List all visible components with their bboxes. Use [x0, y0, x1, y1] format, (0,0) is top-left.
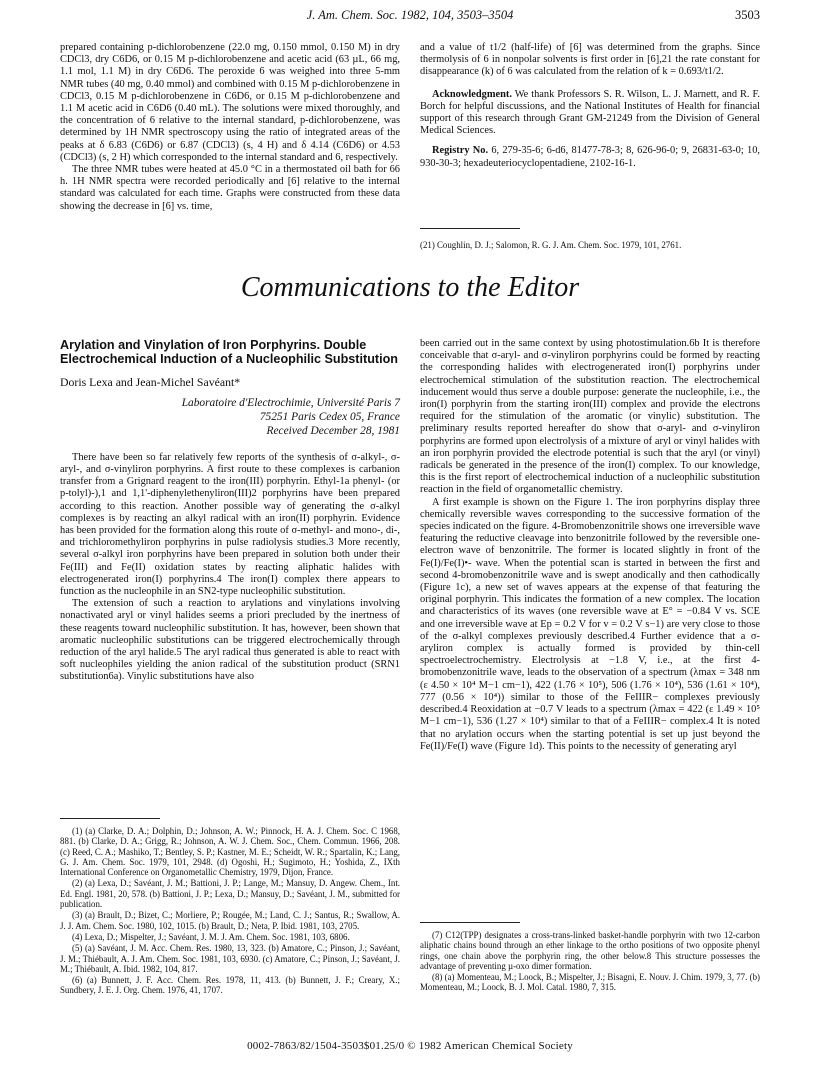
body-paragraph: A first example is shown on the Figure 1. The iron porphyrins display three chemically reversible waves corresponding to the successive formation of the species indicated on the figure. 4-Bromobenzonitrile shows one irreversible wave featuring the reductive cleavage into benzonitrile followed by the reversible one-electron wave of benzonitrile. The former is located slightly in front of the Fe(I)/Fe(I)•- wave. When the potential scan is started in between the first and second 4-bromobenzonitrile wave and is swept anodically and then cathodically (Figure 1c), a new set of waves appears at the expense of that featuring the original porphyrin. This indicates the formation of a new complex. The location and characteristics of its waves (one reversible wave at E° = −0.84 V vs. SCE and one irreversible wave at Ep = 0.2 V for v = 0.2 V s−1) are very close to those of the σ-alkyl complexes previously described.4 Further evidence that a σ-aryliron complex is actually formed is provided by thin-cell spectroelectrochemistry. Electrolysis at −1.8 V, i.e., at the first 4-bromobenzonitrile wave, leads to the observation of a spectrum (λmax = 348 nm (ε 4.50 × 10⁴ M−1 cm−1), 422 (1.76 × 10⁵), 506 (1.76 × 10⁴), 536 (1.61 × 10⁴), 777 (0.56 × 10⁴)) similar to those of the FeIIIR− complexes previously described.4 Reoxidation at −0.7 V leads to a spectrum (λmax = 422 (ε 1.49 × 10⁵ M−1 cm−1), 536 (1.27 × 10⁴) similar to that of a FeIIIR− complex.4 It is noted that no arylation occurs when the starting potential is set up just beyond the Fe(II)/Fe(I) wave (Figure 1d). This points to the necessity of generating aryl: [420, 496, 760, 752]
footnote: (6) (a) Bunnett, J. F. Acc. Chem. Res. 1978, 11, 413. (b) Bunnett, J. F.; Creary, X.; Sundbery, J. E. J. Org. Chem. 1976, 41, 1707.: [60, 975, 400, 996]
registry-label: Registry No.: [432, 145, 489, 157]
received-date: Received December 28, 1981: [266, 424, 400, 437]
previous-article-left-column: [60, 42, 400, 213]
journal-citation: J. Am. Chem. Soc. 1982, 104, 3503–3504: [306, 8, 514, 22]
body-paragraph: There have been so far relatively few reports of the synthesis of σ-alkyl-, σ-aryl-, and σ-vinyliron porphyrins. A first route to these complexes is carbanion transfer from a Grignard reagent to the iron(III) porphyrin. Ethyl-1a phenyl- (or p-tolyl)-),1 and 1,1'-diphenylethenyliron(III)2 porphyrins have been prepared according to this reaction. Another possible way of generating the σ-alkyl complexes is by reacting an alkyl radical with an iron(II) porphyrin. Evidence has been provided for the formation along this route of σ-methyl- and mono-, di-, and trichloromethyliron porphyrins in pulse radiolysis studies.3 More recently, several σ-alkyl iron porphyrins have been prepared in solution both under their Fe(III) and Fe(II) oxidation states by reacting aliphatic halides with electrogenerated iron(I) porphyrins.4 The iron(I) complex there appears to function as the nucleophile in an SN2-type nucleophilic substitution.: [60, 451, 400, 598]
footnote: (2) (a) Lexa, D.; Savéant, J. M.; Battioni, J. P.; Lange, M.; Mansuy, D. Angew. Chem., Int. Ed. Engl. 1981, 20, 578. (b) Battioni, J. P.; Lexa, D.; Mansuy, D.; Savéant, J. M., submitted for publication.: [60, 878, 400, 910]
affiliation-line: 75251 Paris Cedex 05, France: [259, 410, 400, 423]
section-title: Communications to the Editor: [240, 272, 580, 303]
footnote: (5) (a) Savéant, J. M. Acc. Chem. Res. 1980, 13, 323. (b) Amatore, C.; Pinson, J.; Savéant, J. M.; Thiébault, A. J. Am. Chem. Soc. 1981, 103, 6930. (c) Amatore, C.; Pinson, J.; Savéant, J. M.; Thiébault, A. Ibid. 1982, 104, 817.: [60, 943, 400, 974]
acknowledgment-text: We thank Professors S. R. Wilson, L. J. Marnett, and R. F. Borch for helpful discussions, and the National Institutes of Health for financial support of this research through Grant GM-21249 from the Division of General Medical Sciences.: [420, 88, 760, 137]
page-number: 3503: [735, 8, 760, 22]
article-body-left: [60, 452, 400, 684]
body-paragraph: The three NMR tubes were heated at 45.0 °C in a thermostated oil bath for 66 h. 1H NMR spectra were recorded periodically and [6] relative to the internal standard was calculated for each time. Graphs were constructed from these data showing the decrease in [6] vs. time,: [60, 164, 400, 212]
affiliation-line: Laboratoire d'Electrochimie, Université Paris 7: [181, 396, 400, 409]
footnote: (8) (a) Momenteau, M.; Loock, B.; Mispelter, J.; Bisagni, E. Nouv. J. Chim. 1979, 3, 77. (b) Momenteau, M.; Loock, B. J. Mol. Catal. 1980, 7, 315.: [420, 972, 760, 993]
article-footnotes-right: [420, 930, 760, 994]
footnote: (3) (a) Brault, D.; Bizet, C.; Morliere, P.; Rougée, M.; Land, C. J.; Santus, R.; Swallow, A. J. J. Am. Chem. Soc. 1980, 102, 1015. (b) Brault, D.; Neta, P. Ibid. 1981, 103, 2705.: [60, 910, 400, 931]
footnote: (1) (a) Clarke, D. A.; Dolphin, D.; Johnson, A. W.; Pinnock, H. A. J. Chem. Soc. C 1968, 881. (b) Clarke, D. A.; Grigg, R.; Johnson, A. W. J. Chem. Soc., Chem. Commun. 1966, 208. (c) Reed, C. A.; Mashiko, T.; Bentley, S. P.; Kastner, M. E.; Scheidt, W. R.; Spartalin, K.; Lang, G. J. Am. Chem. Soc. 1979, 101, 2948. (d) Ogoshi, H.; Sugimoto, H.; Yoshida, Z., IXth International Conference on Organometallic Chemistry, 1979, Dijon, France.: [60, 826, 400, 878]
footnote: (4) Lexa, D.; Mispelter, J.; Savéant, J. M. J. Am. Chem. Soc. 1981, 103, 6806.: [72, 931, 350, 942]
article-authors: Doris Lexa and Jean-Michel Savéant*: [60, 374, 241, 389]
acknowledgment-label: Acknowledgment.: [432, 88, 512, 100]
footnote-rule: [420, 922, 520, 923]
footnote-21: (21) Coughlin, D. J.; Salomon, R. G. J. Am. Chem. Soc. 1979, 101, 2761.: [420, 240, 682, 250]
footnote-rule: [60, 818, 160, 819]
registry-text: 6, 279-35-6; 6-d6, 81477-78-3; 8, 626-96-0; 9, 26831-63-0; 10, 930-30-3; hexadeuteriocyclopentadiene, 2102-16-1.: [420, 145, 760, 169]
article-left-column: [60, 338, 400, 684]
body-paragraph: been carried out in the same context by using photostimulation.6b It is therefore conceivable that σ-aryl- and σ-vinyliron porphyrins could be formed by reacting the corresponding halides with electrogenerated iron(I) porphyrins under electrochemical stimulation of the substitution reaction. The electrochemical inducement would thus serve a double purpose: generate the nucleophile, i.e., the iron(I) porphyrin from the starting iron(III) complex and provide the electrons required for the stimulation of the aromatic (or vinylic) substitution. The preliminary results reported hereafter do show that σ-aryl- and σ-vinyliron porphyrins are formed upon electrolysis of a mixture of aryl or vinyl halides with an iron porphyrin provided the electrode potential is such that the aryl (or vinyl) radicals be generated in the presence of the iron(I) complex. To our knowledge, this is the first report of electrochemical induction of a nucleophilic substitution reaction in the field of organometallic chemistry.: [420, 338, 760, 496]
body-paragraph: The extension of such a reaction to arylations and vinylations involving nonactivated aryl or vinyl halides seems a priori precluded by the inertness of these reagents toward nucleophilic substitution. It has, however, been shown that aromatic nucleophilic substitutions can be triggered electrochemically through reduction of the aryl halide.5 The aryl radical thus generated is able to react with soft nucleophiles yielding the anion radical of the substitution product (SRN1 substitution6a). Vinylic substitutions have also: [60, 598, 400, 683]
article-body-right: [420, 338, 760, 753]
body-paragraph: prepared containing p-dichlorobenzene (22.0 mg, 0.150 mmol, 0.150 M) in dry CDCl3, dry C6D6, or 0.15 M p-dichlorobenzene and acetic acid (63 µL, 66 mg, 1.1 mol, 1.1 M) in dry C6D6. The peroxide 6 was weighed into three 5-mm NMR tubes (40 mg, 0.40 mmol) and combined with 0.15 M p-dichlorobenzene in CDCl3, 0.15 M p-dichlorobenzene in C6D6, or 0.15 M p-dichlorobenzene and 1.1 M acetic acid in C6D6 (0.40 mL). The solutions were mixed thoroughly, and the concentration of 6 relative to the internal standard, p-dichlorobenzene, was determined by 1H NMR spectroscopy using the ratio of integrated areas of the peaks at δ 6.83 (C6D6) or 6.87 (CDCl3) (s, 4 H) and δ 4.14 (C6D6) or 4.53 (CDCl3) (s, 2 H) which corresponded to the internal standard and 6, respectively.: [60, 42, 400, 163]
previous-article-right-column: [420, 42, 760, 170]
footnote: (7) C12(TPP) designates a cross-trans-linked basket-handle porphyrin with two 12-carbon aliphatic chains bound through an ether linkage to the ortho positions of two opposite phenyl rings, one chain above the porphyrin ring, the other below.8 This structure possesses the advantage of preventing µ-oxo dimer formation.: [420, 930, 760, 971]
article-title: Arylation and Vinylation of Iron Porphyrins. Double Electrochemical Induction of a Nucleophilic Substitution: [60, 338, 398, 367]
running-header: [60, 8, 760, 26]
acknowledgment-paragraph: [420, 89, 760, 138]
article-footnotes-left: [60, 826, 400, 997]
page-footer: 0002-7863/82/1504-3503$01.25/0 © 1982 American Chemical Society: [247, 1040, 573, 1052]
registry-paragraph: [420, 145, 760, 169]
body-paragraph: and a value of t1/2 (half-life) of [6] was determined from the graphs. Since thermolysis of 6 in nonpolar solvents is first order in [6],21 the rate constant for disappearance (k) of 6 was calculated from the relation of k = 0.693/t1/2.: [420, 42, 760, 78]
article-affiliation: [60, 396, 400, 438]
footnote-rule: [420, 228, 520, 229]
